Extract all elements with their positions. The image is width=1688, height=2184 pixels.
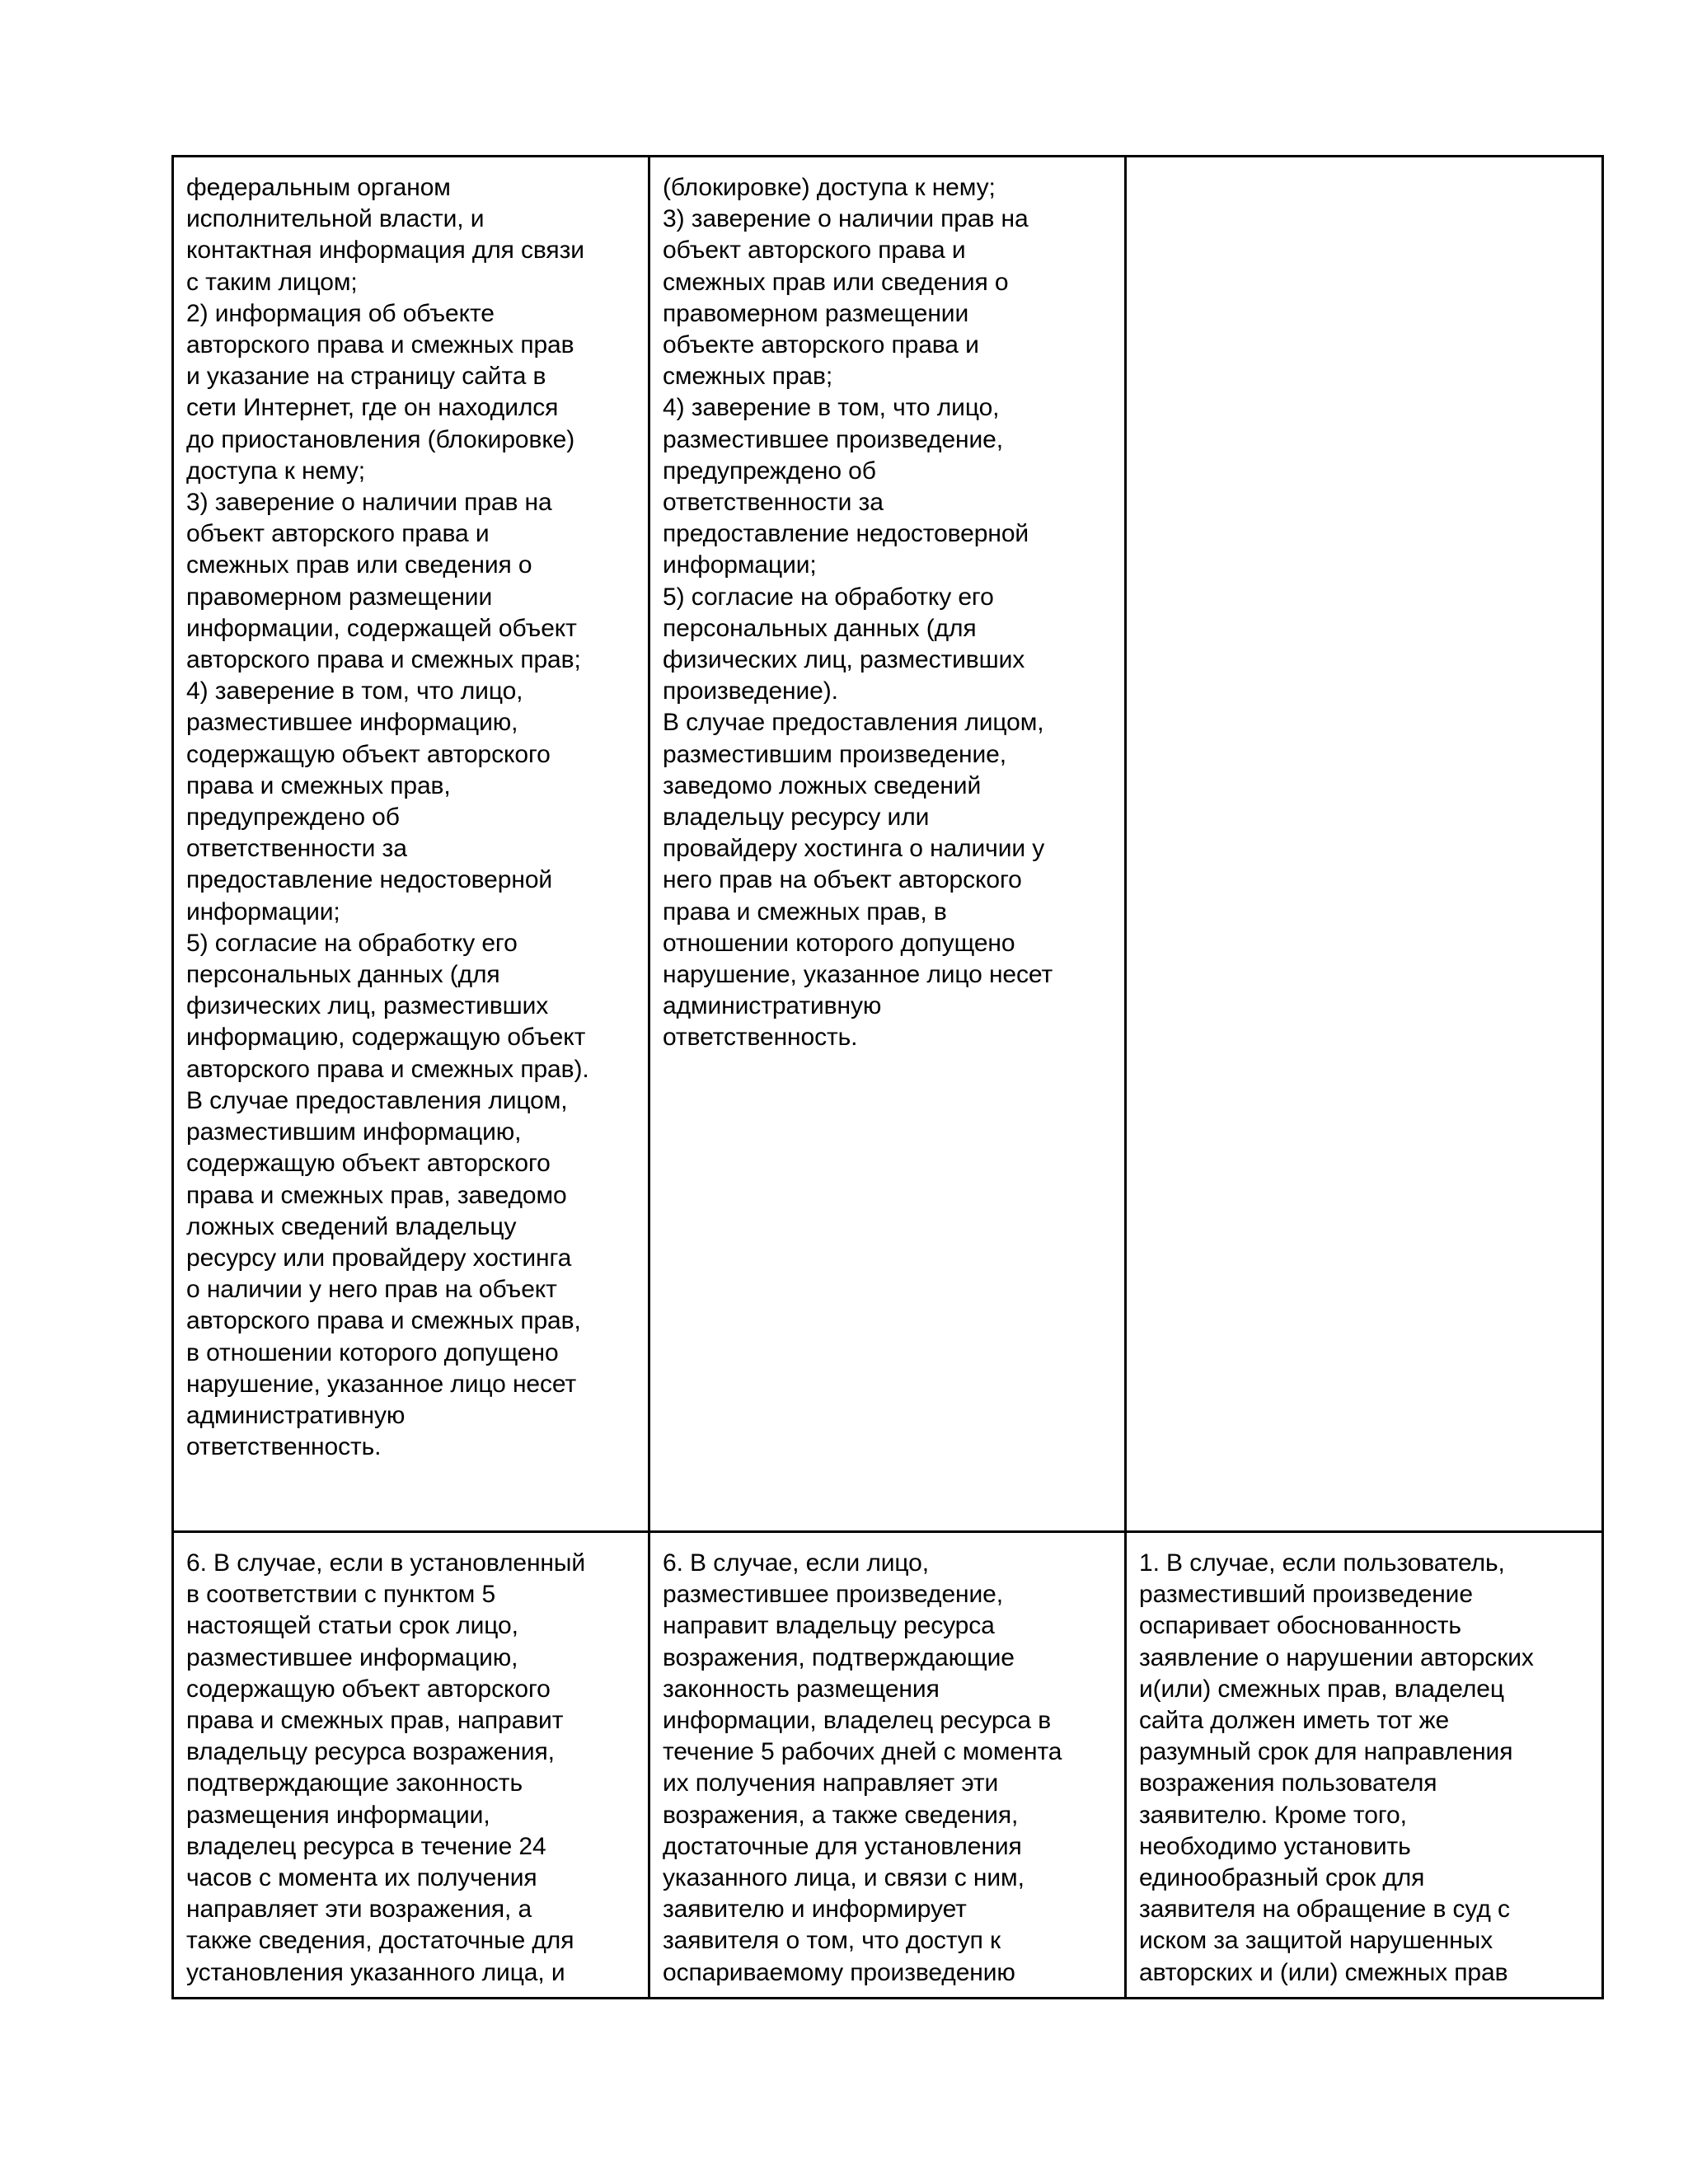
cell-text-line: него прав на объект авторского — [663, 866, 1022, 894]
cell-text-line: В случае предоставления лицом, — [186, 1086, 568, 1114]
cell-text-line: авторского права и смежных прав, — [186, 1307, 581, 1335]
cell-text-line: владельцу ресурса возражения, — [186, 1738, 555, 1766]
cell-text-line: 3) заверение о наличии прав на — [186, 489, 552, 517]
cell-text-line: владелец ресурса в течение 24 — [186, 1832, 546, 1860]
cell-text-line: 3) заверение о наличии прав на — [663, 205, 1029, 233]
table-cell-r1-c1 — [173, 157, 649, 1532]
cell-text-line: права и смежных прав, в — [663, 898, 947, 926]
cell-text-line: доступа к нему; — [186, 457, 366, 485]
cell-text-line: направит владельцу ресурса — [663, 1612, 995, 1640]
cell-text-line: информации; — [663, 551, 817, 579]
cell-text-line: произведение). — [663, 677, 838, 705]
cell-text-line: авторского права и смежных прав). — [186, 1055, 589, 1083]
cell-text-line: права и смежных прав, заведомо — [186, 1181, 567, 1209]
cell-text-line: заявителя на обращение в суд с — [1139, 1896, 1510, 1924]
cell-text-line: информацию, содержащую объект — [186, 1024, 586, 1052]
cell-text-line: сети Интернет, где он находился — [186, 394, 559, 422]
cell-text-line: сайта должен иметь тот же — [1139, 1707, 1450, 1735]
cell-text-line: 6. В случае, если лицо, — [663, 1549, 929, 1577]
cell-text-line: 6. В случае, если в установленный — [186, 1549, 586, 1577]
cell-text-line: и(или) смежных прав, владелец — [1139, 1675, 1504, 1703]
cell-text-line: смежных прав; — [663, 363, 833, 391]
table-cell-r2-c2 — [649, 1532, 1126, 1999]
cell-text-line: достаточные для установления — [663, 1832, 1022, 1860]
cell-text-line: о наличии у него прав на объект — [186, 1276, 557, 1304]
cell-text-line: нарушение, указанное лицо несет — [186, 1370, 577, 1398]
cell-text-line: заявителю и информирует — [663, 1896, 967, 1924]
comparison-table — [171, 155, 1604, 1999]
cell-text-line: 1. В случае, если пользователь, — [1139, 1549, 1505, 1577]
cell-text-line: возражения пользователя — [1139, 1769, 1437, 1797]
table-row — [173, 157, 1603, 1532]
cell-text-line: указанного лица, и связи с ним, — [663, 1864, 1025, 1892]
cell-text-line: разместившее информацию, — [186, 1643, 518, 1671]
cell-text-line: федеральным органом — [186, 174, 451, 201]
cell-text-line: контактная информация для связи — [186, 237, 584, 265]
cell-text-line: их получения направляет эти — [663, 1769, 999, 1797]
cell-text-line: 5) согласие на обработку его — [663, 583, 994, 611]
cell-text-line: правомерном размещении — [663, 299, 969, 327]
cell-text-line: возражения, а также сведения, — [663, 1801, 1019, 1829]
cell-text-line: ответственность. — [663, 1024, 858, 1052]
cell-text-line: заявителю. Кроме того, — [1139, 1801, 1407, 1829]
cell-text-line: объект авторского права и — [663, 237, 966, 265]
cell-text-line: подтверждающие законность — [186, 1769, 523, 1797]
cell-text-line: 2) информация об объекте — [186, 299, 495, 327]
cell-text-line: 5) согласие на обработку его — [186, 929, 518, 957]
cell-text-line: настоящей статьи срок лицо, — [186, 1612, 518, 1640]
cell-text-line: иском за защитой нарушенных — [1139, 1927, 1493, 1955]
cell-text-line: физических лиц, разместивших — [663, 646, 1025, 674]
cell-text-line: административную — [663, 992, 882, 1020]
cell-text-line: ложных сведений владельцу — [186, 1212, 517, 1240]
cell-text-line: предупреждено об — [663, 457, 876, 485]
cell-text-line: объект авторского права и — [186, 520, 490, 548]
cell-text-line: информации; — [186, 898, 340, 926]
cell-text-line: предоставление недостоверной — [663, 520, 1029, 548]
cell-text-line: правомерном размещении — [186, 583, 493, 611]
cell-text-line: в соответствии с пунктом 5 — [186, 1581, 496, 1609]
table-row — [173, 1532, 1603, 1999]
table-cell-r1-c2 — [649, 157, 1126, 1532]
cell-text-line: ответственность. — [186, 1433, 382, 1461]
cell-text-line: оспариваемому произведению — [663, 1958, 1015, 1986]
table-cell-r2-c1 — [173, 1532, 649, 1999]
cell-text-line: заявителя о том, что доступ к — [663, 1927, 1001, 1955]
cell-text-line: содержащую объект авторского — [186, 740, 551, 768]
cell-text-line: владельцу ресурсу или — [663, 804, 930, 832]
cell-text-line: в отношении которого допущено — [186, 1338, 559, 1366]
cell-text-line: разместившим произведение, — [663, 740, 1007, 768]
cell-text-line: персональных данных (для — [186, 961, 500, 989]
cell-text-line: единообразный срок для — [1139, 1864, 1425, 1892]
cell-text-line: ресурсу или провайдеру хостинга — [186, 1244, 572, 1272]
cell-text-line: физических лиц, разместивших — [186, 992, 549, 1020]
cell-text-line: провайдеру хостинга о наличии у — [663, 835, 1045, 863]
cell-text-line: оспаривает обоснованность — [1139, 1612, 1461, 1640]
cell-text-line: (блокировке) доступа к нему; — [663, 174, 996, 201]
cell-text-line: разместивший произведение — [1139, 1581, 1473, 1609]
cell-text-line: ответственности за — [186, 835, 407, 863]
cell-text-line: разместившее произведение, — [663, 1581, 1003, 1609]
cell-text-line: возражения, подтверждающие — [663, 1643, 1015, 1671]
cell-text-line: с таким лицом; — [186, 268, 358, 296]
cell-text-line: также сведения, достаточные для — [186, 1927, 574, 1955]
cell-text-line: разместившее информацию, — [186, 709, 518, 737]
cell-text-line: ответственности за — [663, 489, 884, 517]
cell-text-line: разместившим информацию, — [186, 1118, 522, 1146]
cell-text-line: до приостановления (блокировке) — [186, 425, 575, 453]
cell-text-line: персональных данных (для — [663, 614, 977, 642]
cell-text-line: авторского права и смежных прав — [186, 331, 574, 359]
cell-text-line: содержащую объект авторского — [186, 1150, 551, 1178]
cell-text-line: заявление о нарушении авторских — [1139, 1643, 1534, 1671]
cell-text-line: предоставление недостоверной — [186, 866, 553, 894]
cell-text-line: авторского права и смежных прав; — [186, 646, 581, 674]
cell-text-line: разместившее произведение, — [663, 425, 1003, 453]
cell-text-line: исполнительной власти, и — [186, 205, 485, 233]
cell-text-line: и указание на страницу сайта в — [186, 363, 546, 391]
cell-text-line: смежных прав или сведения о — [186, 551, 532, 579]
cell-text-line: объекте авторского права и — [663, 331, 979, 359]
cell-text-line: необходимо установить — [1139, 1832, 1411, 1860]
cell-text-line: информации, владелец ресурса в — [663, 1707, 1052, 1735]
cell-text-line: содержащую объект авторского — [186, 1675, 551, 1703]
table-cell-r1-c3 — [1126, 157, 1603, 1532]
cell-text-line: часов с момента их получения — [186, 1864, 537, 1892]
cell-text-line: В случае предоставления лицом, — [663, 709, 1044, 737]
cell-text-line: заведомо ложных сведений — [663, 771, 982, 799]
cell-text-line: права и смежных прав, — [186, 771, 451, 799]
cell-text-line: административную — [186, 1401, 406, 1429]
cell-text-line: законность размещения — [663, 1675, 940, 1703]
cell-text-line: предупреждено об — [186, 804, 400, 832]
cell-text-line: права и смежных прав, направит — [186, 1707, 564, 1735]
cell-text-line: смежных прав или сведения о — [663, 268, 1009, 296]
cell-text-line: информации, содержащей объект — [186, 614, 577, 642]
cell-text-line: нарушение, указанное лицо несет — [663, 961, 1053, 989]
cell-text-line: отношении которого допущено — [663, 929, 1015, 957]
cell-text-line: 4) заверение в том, что лицо, — [186, 677, 523, 705]
cell-text-line: течение 5 рабочих дней с момента — [663, 1738, 1062, 1766]
cell-text-line: установления указанного лица, и — [186, 1958, 565, 1986]
cell-text-line: разумный срок для направления — [1139, 1738, 1513, 1766]
cell-text-line: авторских и (или) смежных прав — [1139, 1958, 1508, 1986]
table-cell-r2-c3 — [1126, 1532, 1603, 1999]
cell-text-line: размещения информации, — [186, 1801, 490, 1829]
cell-text-line: 4) заверение в том, что лицо, — [663, 394, 1000, 422]
cell-text-line: направляет эти возражения, а — [186, 1896, 532, 1924]
